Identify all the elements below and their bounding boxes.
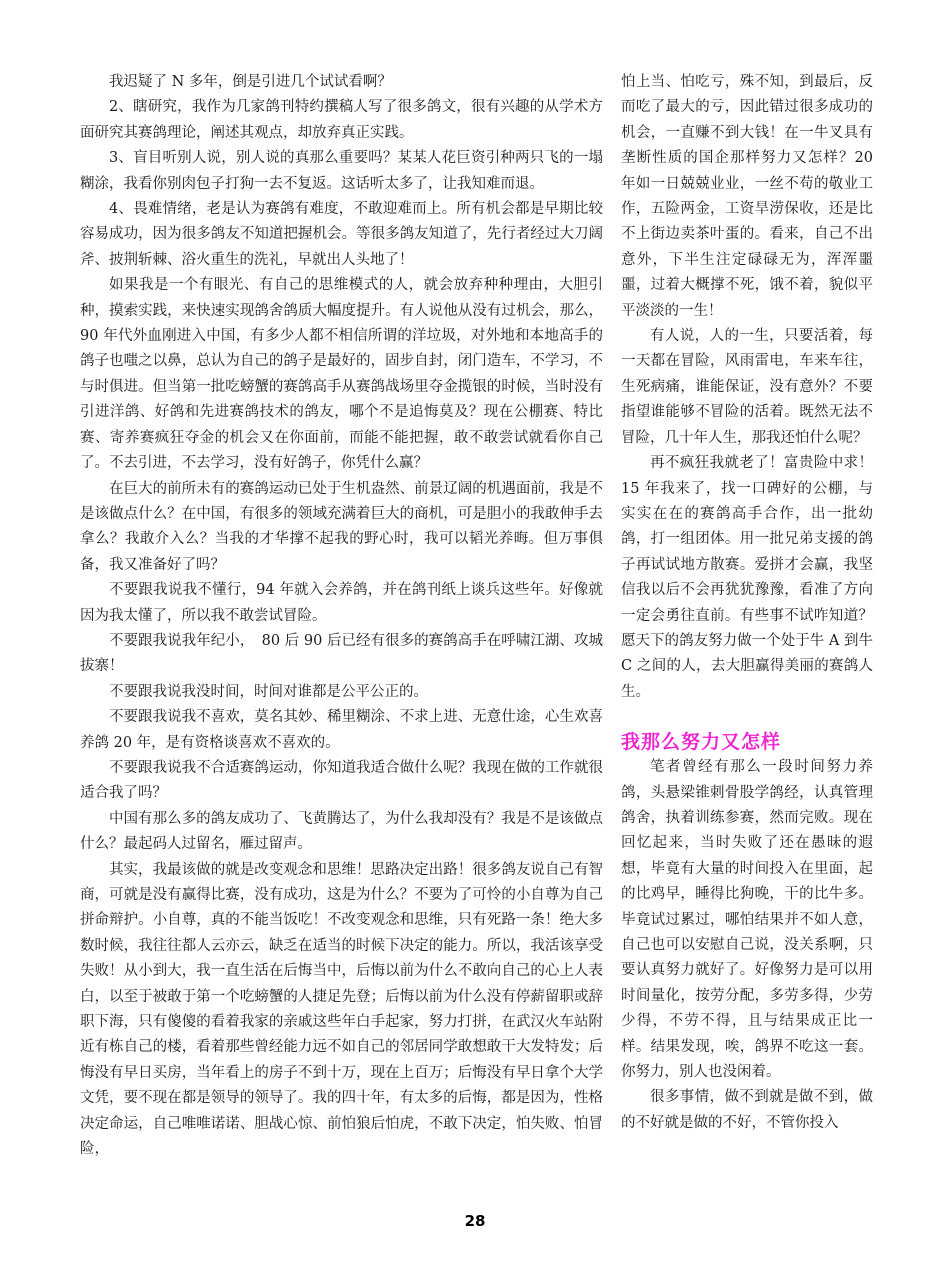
section-title: 我那么努力又怎样 — [621, 731, 782, 754]
paragraph: 在巨大的前所未有的赛鸽运动已处于生机盎然、前景辽阔的机遇面前，我是不是该做点什么？在中国，有很多的领域充满着巨大的商机，可是胆小的我敢伸手去拿么？我敢介入么？当我的才华撑不起我的野心时，我可以韬光养晦。但万事俱备，我又准备好了吗？ — [80, 480, 603, 573]
paragraph: 3、盲目听别人说，别人说的真那么重要吗？某某人花巨资引种两只飞的一塌糊涂，我看你别肉包子打狗一去不复返。这话听太多了，让我知难而退。 — [80, 150, 603, 192]
paragraph: 我迟疑了 N 多年，倒是引进几个试试看啊？ — [109, 74, 392, 90]
paragraph: 不要跟我说我年纪小， 80 后 90 后已经有很多的赛鸽高手在呼啸江湖、攻城拔寨！ — [80, 632, 603, 675]
paragraph: 不要跟我说我不喜欢，莫名其妙、稀里糊涂、不求上进、无意仕途，心生欢喜养鸽 20 年，是有资格谈喜欢不喜欢的。 — [80, 709, 603, 751]
left-column — [80, 70, 603, 1162]
paragraph: 很多事情，做不到就是做不到，做的不好就是做的不好，不管你投入 — [621, 1089, 873, 1131]
paragraph: 中国有那么多的鸽友成功了、飞黄腾达了，为什么我却没有？我是不是该做点什么？最起码人过留名，雁过留声。 — [80, 810, 603, 853]
continued-paragraph: 怕上当、怕吃亏，殊不知，到最后，反而吃了最大的亏，因此错过很多成功的机会，一直赚不到大钱！在一牛叉具有垄断性质的国企那样努力又怎样？20 年如一日兢兢业业，一丝不苟的敬业工作，五险两金，工资旱涝保收，还是比不上街边卖茶叶蛋的。看来，自己不出意外，下半生注定碌碌无为，浑浑噩噩，过着大概撑不死，饿不着，貌似平平淡淡的一生！ — [621, 74, 873, 319]
paragraph: 如果我是一个有眼光、有自己的思维模式的人，就会放弃种种理由，大胆引种，摸索实践，来快速实现鸽舍鸽质大幅度提升。有人说他从没有过机会，那么，90 年代外血刚进入中国，有多少人都不相信所谓的洋垃圾，对外地和本地高手的鸽子也嗤之以鼻，总认为自己的鸽子是最好的，固步自封，闭门造车，不学习，不与时俱进。但当第一批吃螃蟹的赛鸽高手从赛鸽战场里夺金揽银的时候，当时没有引进洋鸽、好鸽和先进赛鸽技术的鸽友，哪个不是追悔莫及？现在公棚赛、特比赛、寄养赛疯狂夺金的机会又在你面前，而能不能把握，敢不敢尝试就看你自己了。不去引进，不去学习，没有好鸽子，你凭什么赢？ — [80, 277, 603, 472]
paragraph: 有人说，人的一生，只要活着，每一天都在冒险，风雨雷电，车来车往，生死病痛，谁能保证，没有意外？不要指望谁能够不冒险的活着。既然无法不冒险，几十年人生，那我还怕什么呢？ — [621, 328, 873, 446]
paragraph: 笔者曾经有那么一段时间努力养鸽，头悬梁锥刺骨股学鸽经，认真管理鸽舍，执着训练参赛，然而完败。现在回忆起来，当时失败了还在愚昧的遐想，毕竟有大量的时间投入在里面，起的比鸡早，睡得比狗晚，干的比牛多。毕竟试过累过，哪怕结果并不如人意，自己也可以安慰自己说，没关系啊，只要认真努力就好了。好像努力是可以用时间量化，按劳分配，多劳多得，少劳少得，不劳不得，且与结果成正比一样。结果发现，唉，鸽界不吃这一套。你努力，别人也没闲着。 — [621, 759, 873, 1081]
paragraph: 其实，我最该做的就是改变观念和思维！思路决定出路！很多鸽友说自己有智商，可就是没有赢得比赛，没有成功，这是为什么？不要为了可怜的小自尊为自己拼命辩护。小自尊，真的不能当饭吃！不改变观念和思维，只有死路一条！绝大多数时候，我往往都人云亦云，缺乏在适当的时候下决定的能力。所以，我活该享受失败！从小到大，我一直生活在后悔当中，后悔以前为什么不敢向自己的心上人表白，以至于被敢于第一个吃螃蟹的人捷足先登；后悔以前为什么没有停薪留职或辞职下海，只有傻傻的看着我家的亲戚这些年白手起家，努力打拼，在武汉火车站附近有栋自己的楼，看着那些曾经能力远不如自己的邻居同学敢想敢干大发特发；后悔没有早日买房，当年看上的房子不到十万，现在上百万；后悔没有早日拿个大学文凭，要不现在都是领导的领导了。我的四十年，有太多的后悔，都是因为，性格决定命运，自己唯唯诺诺、胆战心惊、前怕狼后怕虎，不敢下决定，怕失败、怕冒险， — [80, 861, 603, 1158]
paragraph: 再不疯狂我就老了！富贵险中求！15 年我来了，找一口碑好的公棚，与实实在在的赛鸽高手合作，出一批幼鸽，打一组团体。用一批兄弟支援的鸽子再试试地方散赛。爱拼才会赢，我坚信我以后不会再犹犹豫豫，看准了方向一定会勇往直前。有些事不试咋知道？愿天下的鸽友努力做一个处于牛 A 到牛 C 之间的人，去大胆赢得美丽的赛鸽人生。 — [621, 455, 873, 700]
paragraph: 不要跟我说我不懂行，94 年就入会养鸽，并在鸽刊纸上谈兵这些年。好像就因为我太懂了，所以我不敢尝试冒险。 — [80, 582, 603, 624]
paragraph: 不要跟我说我不合适赛鸽运动，你知道我适合做什么呢？我现在做的工作就很适合我了吗？ — [80, 759, 603, 802]
paragraph: 4、畏难情绪，老是认为赛鸽有难度，不敢迎难而上。所有机会都是早期比较容易成功，因为很多鸽友不知道把握机会。等很多鸽友知道了，先行者经过大刀阔斧、披荆斩棘、浴火重生的洗礼，早就出人头地了！ — [80, 201, 603, 268]
right-column — [621, 70, 873, 1136]
page-number: 28 — [464, 1212, 486, 1230]
paragraph: 不要跟我说我没时间，时间对谁都是公平公正的。 — [109, 683, 428, 700]
paragraph: 2、瞎研究，我作为几家鸽刊特约撰稿人写了很多鸽文，很有兴趣的从学术方面研究其赛鸽理论，阐述其观点，却放弃真正实践。 — [80, 99, 603, 141]
